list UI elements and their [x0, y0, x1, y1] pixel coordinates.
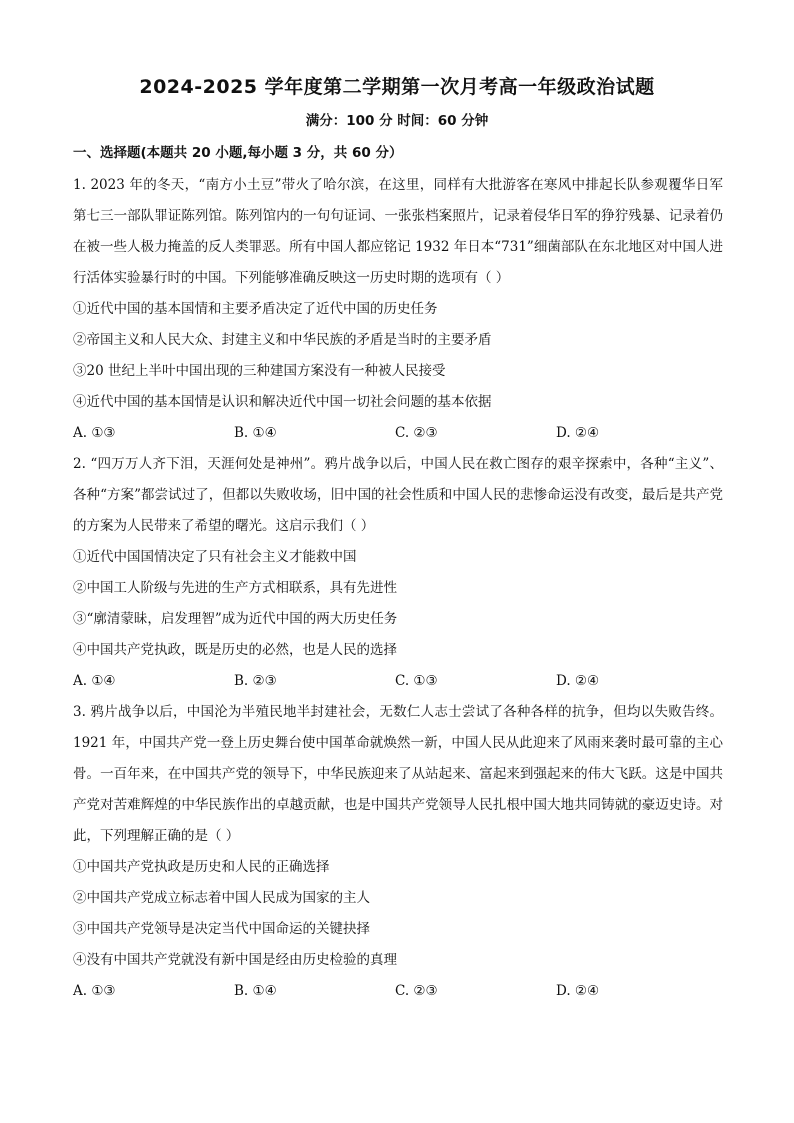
answer-choices	[73, 418, 723, 449]
question-2	[73, 449, 723, 697]
question-stem: 2. “四万万人齐下泪，天涯何处是神州”。鸦片战争以后，中国人民在救亡图存的艰辛探索中，各种“主义”、各种“方案”都尝试过了，但都以失败收场，旧中国的社会性质和中国人民的悲惨命运没有改变，最后是共产党的方案为人民带来了希望的曙光。这启示我们（ ）	[73, 456, 723, 534]
answer-choices	[73, 976, 723, 1007]
choice-c[interactable]: C. ②③	[395, 425, 438, 441]
question-stem: 1. 2023 年的冬天，“南方小土豆”带火了哈尔滨，在这里，同样有大批游客在寒风中排起长队参观覆华日军第七三一部队罪证陈列馆。陈列馆内的一句句证词、一张张档案照片，记录着侵华日军的狰狞残暴、记录着仍在被一些人极力掩盖的反人类罪恶。所有中国人都应铭记 1932 年日本“731”细菌部队在东北地区对中国人进行活体实验暴行时的中国。下列能够准确反映这一历史时期的选项有（ ）	[73, 177, 723, 286]
question-1	[73, 170, 723, 449]
question-list	[73, 170, 723, 1007]
question-stem: 3. 鸦片战争以后，中国沦为半殖民地半封建社会，无数仁人志士尝试了各种各样的抗争，但均以失败告终。1921 年，中国共产党一登上历史舞台使中国革命就焕然一新，中国人民从此迎来了风雨来袭时最可靠的主心骨。一百年来，在中国共产党的领导下，中华民族迎来了从站起来、富起来到强起来的伟大飞跃。这是中国共产党对苦难辉煌的中华民族作出的卓越贡献，也是中国共产党领导人民扎根中国大地共同铸就的豪迈史诗。对此，下列理解正确的是（ ）	[73, 704, 723, 844]
choice-d[interactable]: D. ②④	[556, 983, 600, 999]
statement-option: ①中国共产党执政是历史和人民的正确选择	[73, 859, 330, 875]
statement-option: ④近代中国的基本国情是认识和解决近代中国一切社会问题的基本依据	[73, 394, 492, 410]
statement-option: ②中国工人阶级与先进的生产方式相联系，具有先进性	[73, 580, 397, 596]
choice-c[interactable]: C. ②③	[395, 983, 438, 999]
choice-a[interactable]: A. ①③	[73, 425, 116, 441]
statement-option: ①近代中国国情决定了只有社会主义才能救中国	[73, 549, 357, 565]
choice-d[interactable]: D. ②④	[556, 673, 600, 689]
section-heading: 一、选择题(本题共 20 小题,每小题 3 分，共 60 分）	[73, 145, 403, 161]
statement-option: ④没有中国共产党就没有新中国是经由历史检验的真理	[73, 952, 397, 968]
statement-option: ③20 世纪上半叶中国出现的三种建国方案没有一种被人民接受	[73, 363, 446, 379]
statement-option: ④中国共产党执政，既是历史的必然，也是人民的选择	[73, 642, 397, 658]
choice-a[interactable]: A. ①③	[73, 983, 116, 999]
statement-option: ③“廓清蒙昧，启发理智”成为近代中国的两大历史任务	[73, 611, 398, 627]
choice-c[interactable]: C. ①③	[395, 673, 438, 689]
choice-b[interactable]: B. ①④	[234, 425, 277, 441]
choice-a[interactable]: A. ①④	[73, 673, 116, 689]
choice-b[interactable]: B. ②③	[234, 673, 277, 689]
choice-d[interactable]: D. ②④	[556, 425, 600, 441]
statement-option: ②中国共产党成立标志着中国人民成为国家的主人	[73, 890, 370, 906]
statement-option: ③中国共产党领导是决定当代中国命运的关键抉择	[73, 921, 370, 937]
statement-option: ②帝国主义和人民大众、封建主义和中华民族的矛盾是当时的主要矛盾	[73, 332, 492, 348]
answer-choices	[73, 666, 723, 697]
statement-option: ①近代中国的基本国情和主要矛盾决定了近代中国的历史任务	[73, 301, 438, 317]
question-3	[73, 697, 723, 1007]
choice-b[interactable]: B. ①④	[234, 983, 277, 999]
exam-title: 2024-2025 学年度第二学期第一次月考高一年级政治试题	[139, 76, 655, 98]
exam-subtitle: 满分：100 分 时间：60 分钟	[305, 113, 489, 129]
